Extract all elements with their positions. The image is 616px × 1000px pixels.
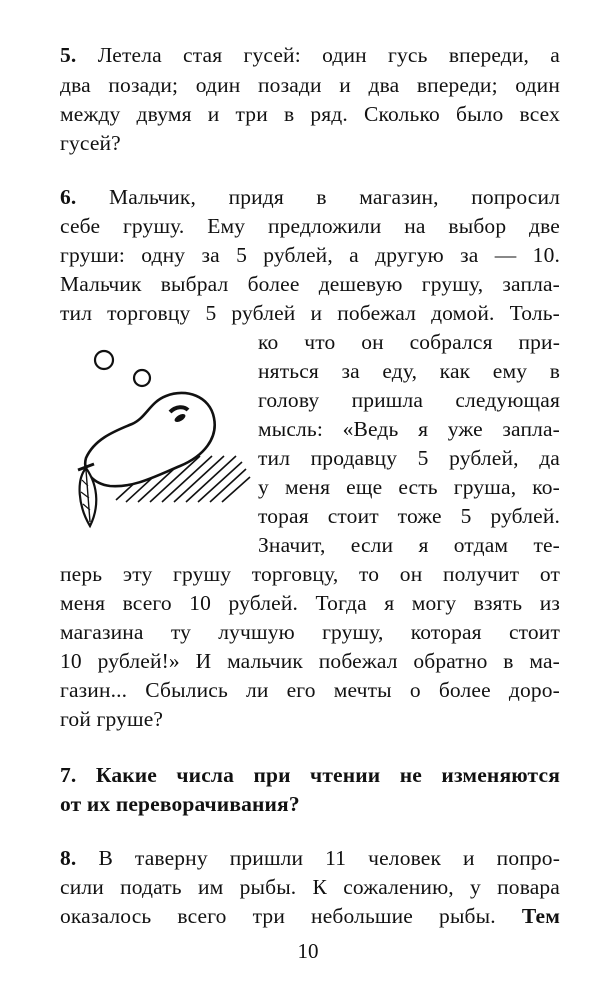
problem-6-side-line-3: голову пришла следующая: [258, 388, 560, 412]
problem-6-bottom-line-6: гой груше?: [60, 707, 164, 731]
problem-6-line-5: тил торговцу 5 рублей и побежал домой. Толь-: [60, 301, 560, 325]
problem-7-line-1: 7. Какие числа при чтении не изменяются: [60, 763, 560, 787]
problem-5-line-2: два позади; один позади и два впереди; один: [60, 73, 560, 97]
problem-7-number: 7.: [60, 763, 77, 787]
problem-6-bottom-line-4: 10 рублей!» И мальчик побежал обратно в ма-: [60, 649, 560, 673]
problem-6-side-line-1: ко что он собрался при-: [258, 330, 560, 354]
page-number: 10: [297, 939, 319, 963]
problem-7-line-2: от их переворачивания?: [60, 792, 300, 816]
problem-5-line-1: 5. Летела стая гусей: один гусь впереди, а: [60, 43, 560, 67]
problem-6-number: 6.: [60, 185, 77, 209]
problem-6-bottom-line-1: перь эту грушу торговцу, то он получит от: [60, 562, 560, 586]
problem-6-side-line-5: тил продавцу 5 рублей, да: [258, 446, 560, 470]
thought-bubble-small: [134, 370, 150, 386]
pear-illustration: [64, 340, 260, 540]
problem-6-line-1: 6. Мальчик, придя в магазин, попросил: [60, 185, 560, 209]
problem-6-line-3: груши: одну за 5 рублей, а другую за — 10.: [60, 243, 560, 267]
problem-8-line-1: 8. В таверну пришли 11 человек и попро-: [60, 846, 561, 870]
problem-6-side-line-6: у меня еще есть груша, ко-: [258, 475, 560, 499]
problem-6-side-line-8: Значит, если я отдам те-: [258, 533, 560, 557]
problem-6-side-line-2: няться за еду, как ему в: [258, 359, 560, 383]
problem-8-line-2: сили подать им рыбы. К сожалению, у повара: [60, 875, 560, 899]
problem-6-line-2: себе грушу. Ему предложили на выбор две: [60, 214, 560, 238]
problem-6-bottom-line-3: магазина ту лучшую грушу, которая стоит: [60, 620, 560, 644]
problem-5-number: 5.: [60, 43, 77, 67]
problem-6-line-4: Мальчик выбрал более дешевую грушу, запла-: [60, 272, 560, 296]
problem-6-bottom-line-5: газин... Сбылись ли его мечты о более доро-: [60, 678, 560, 702]
problem-8-line-3: оказалось всего три небольшие рыбы. Тем: [60, 904, 560, 928]
problem-6-side-line-7: торая стоит тоже 5 рублей.: [258, 504, 560, 528]
problem-5-line-4: гусей?: [60, 131, 121, 155]
problem-5-line-3: между двумя и три в ряд. Сколько было всех: [60, 102, 560, 126]
problem-6-bottom-line-2: меня всего 10 рублей. Тогда я могу взять из: [60, 591, 560, 615]
problem-6-side-line-4: мысль: «Ведь я уже запла-: [258, 417, 560, 441]
problem-8-number: 8.: [60, 846, 77, 870]
thought-bubble-large: [95, 351, 113, 369]
